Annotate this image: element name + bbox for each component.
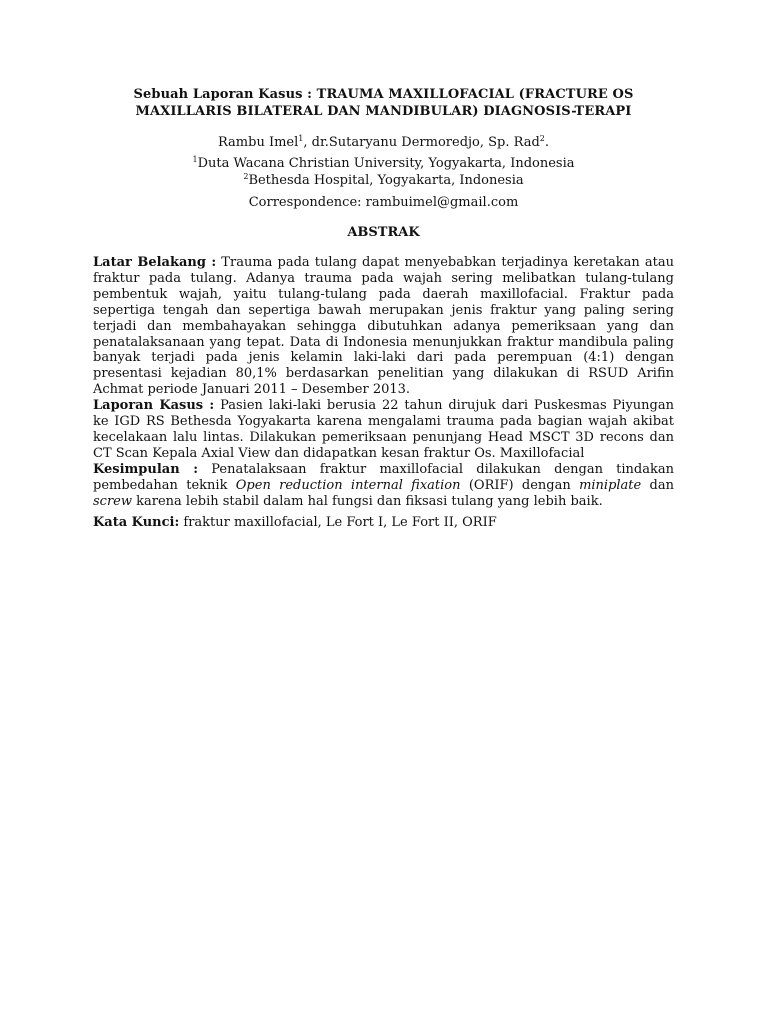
affiliation-2-text: Bethesda Hospital, Yogyakarta, Indonesia xyxy=(248,173,524,188)
conclusion-text-4: karena lebih stabil dalam hal fungsi dan fiksasi tulang yang lebih baik. xyxy=(132,493,603,509)
abstract-case-report xyxy=(93,398,674,462)
affiliation-1-text: Duta Wacana Christian University, Yogyakarta, Indonesia xyxy=(197,156,575,171)
author-list xyxy=(93,134,674,151)
author-2-name: dr.Sutaryanu Dermoredjo, Sp. Rad xyxy=(311,135,540,150)
affiliation-2 xyxy=(93,172,674,189)
conclusion-italic-term-1: Open reduction internal fixation xyxy=(235,477,461,493)
abstract-conclusion xyxy=(93,462,674,510)
conclusion-label: Kesimpulan : xyxy=(93,461,199,477)
author-1-name: Rambu Imel xyxy=(217,135,299,150)
correspondence: Correspondence: rambuimel@gmail.com xyxy=(248,195,519,210)
conclusion-text-3: dan xyxy=(641,477,674,493)
author-1-affiliation-mark: 1 xyxy=(298,134,304,143)
affiliation-2-mark: 2 xyxy=(243,172,249,181)
author-list-end: . xyxy=(544,135,550,150)
conclusion-text-2: (ORIF) dengan xyxy=(460,477,580,493)
conclusion-italic-term-2: miniplate xyxy=(579,477,642,493)
paper-page xyxy=(93,86,674,530)
background-label: Latar Belakang : xyxy=(93,255,217,270)
case-report-text: Pasien laki-laki berusia 22 tahun dirujuk dari Puskesmas Piyungan ke IGD RS Bethesda Yogyakarta karena mengalami trauma pada bagian wajah akibat kecelakaan lalu lintas. Dilakukan pemeriksaan penunjang Head MSCT 3D recons dan CT Scan Kepala Axial View dan didapatkan kesan fraktur Os. Maxillofacial xyxy=(93,398,674,461)
background-text: Trauma pada tulang dapat menyebabkan terjadinya keretakan atau fraktur pada tulang. Adanya trauma pada wajah sering melibatkan tulang-tulang pembentuk wajah, yaitu tulang-tulang pada daerah maxillofacial. Fraktur pada sepertiga tengah dan sepertiga bawah merupakan jenis fraktur yang paling sering terjadi dan membahayakan sehingga dibutuhkan adanya pemeriksaan yang dan penatalaksanaan yang tepat. Data di Indonesia menunjukkan fraktur mandibula paling banyak terjadi pada jenis kelamin laki-laki dari pada perempuan (4:1) dengan presentasi kejadian 80,1% berdasarkan penelitian yang dilakukan di RSUD Arifin Achmat periode Januari 2011 – Desember 2013. xyxy=(93,255,674,398)
keywords-label: Kata Kunci: xyxy=(93,514,180,530)
keywords xyxy=(93,515,674,531)
title-line-1: Sebuah Laporan Kasus : TRAUMA MAXILLOFACIAL (FRACTURE OS xyxy=(133,87,634,102)
abstract-heading: ABSTRAK xyxy=(347,225,420,240)
abstract-background xyxy=(93,255,674,398)
author-separator: , xyxy=(303,135,312,150)
affiliation-1 xyxy=(93,155,674,172)
affiliation-1-mark: 1 xyxy=(192,155,198,164)
conclusion-text-1: Penatalaksaan fraktur maxillofacial dilakukan dengan tindakan pembedahan teknik xyxy=(93,461,674,493)
keywords-text: fraktur maxillofacial, Le Fort I, Le Fort II, ORIF xyxy=(179,514,497,530)
conclusion-italic-term-3: screw xyxy=(93,493,132,509)
title-line-2: MAXILLARIS BILATERAL DAN MANDIBULAR) DIAGNOSIS-TERAPI xyxy=(135,104,632,119)
case-report-label: Laporan Kasus : xyxy=(93,398,215,414)
paper-title xyxy=(93,86,674,120)
author-2-affiliation-mark: 2 xyxy=(539,134,545,143)
